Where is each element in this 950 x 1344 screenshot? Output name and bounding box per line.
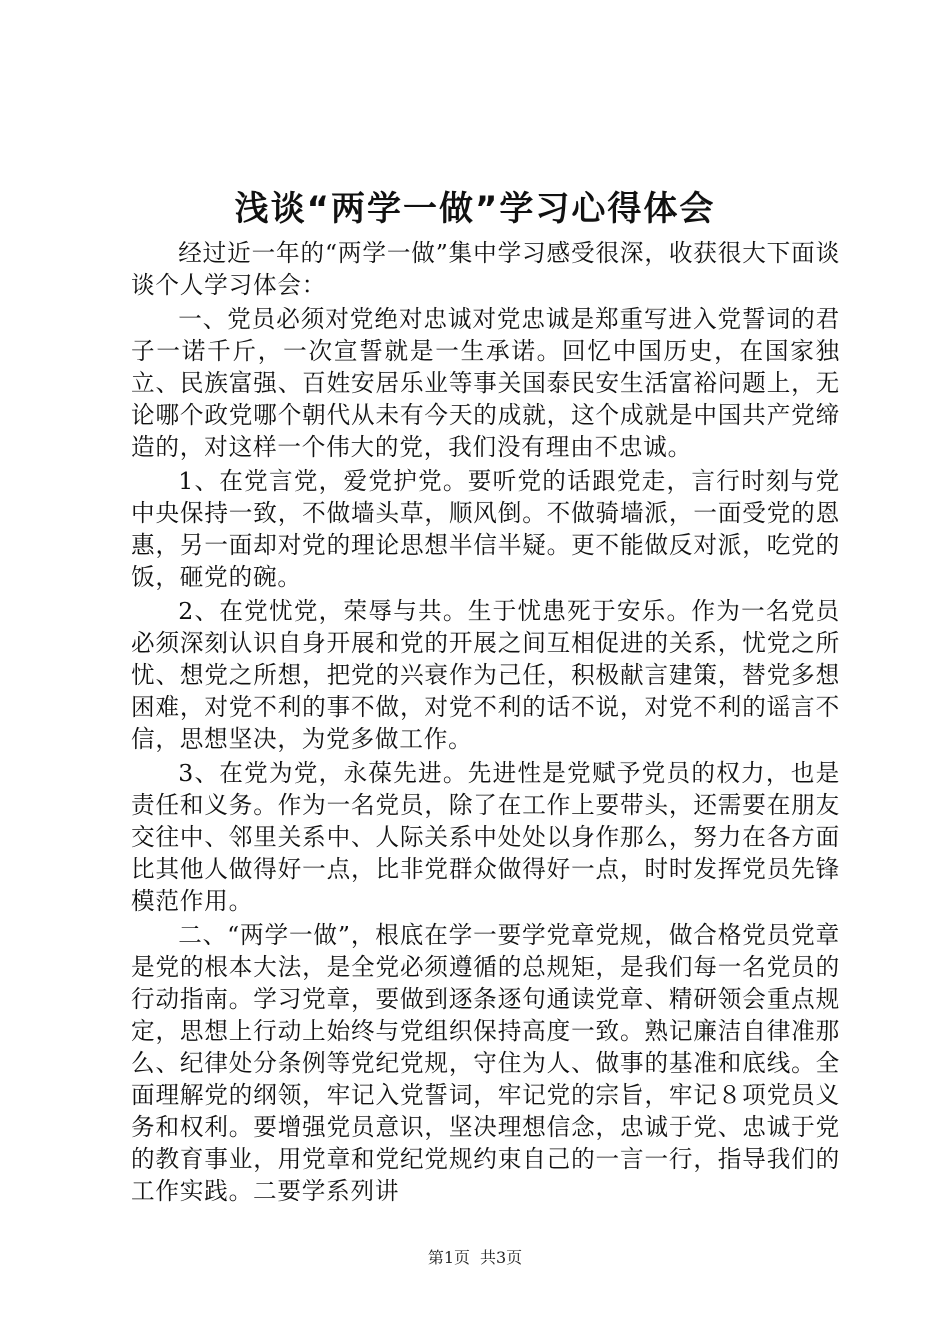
page-total: 共3页 bbox=[480, 1248, 523, 1267]
page-number: 第1页 bbox=[427, 1248, 470, 1267]
paragraph-section-2: 二、“两学一做”，根底在学一要学党章党规，做合格党员党章是党的根本大法，是全党必须遵循的总规矩，是我们每一名党员的行动指南。学习党章，要做到逐条逐句通读党章、精研领会重点规定，思想上行动上始终与党组织保持高度一致。熟记廉洁自律准那么、纪律处分条例等党纪党规，守住为人、做事的基准和底线。全面理解党的纲领，牢记入党誓词，牢记党的宗旨，牢记８项党员义务和权利。要增强党员意识，坚决理想信念，忠诚于党、忠诚于党的教育事业，用党章和党纪党规约束自己的一言一行，指导我们的工作实践。二要学系列讲 bbox=[131, 921, 840, 1205]
document-title: 浅谈“两学一做”学习心得体会 bbox=[234, 189, 716, 229]
paragraph-section-1: 一、党员必须对党绝对忠诚对党忠诚是郑重写进入党誓词的君子一诺千斤，一次宣誓就是一生承诺。回忆中国历史，在国家独立、民族富强、百姓安居乐业等事关国泰民安生活富裕问题上，无论哪个政党哪个朝代从未有今天的成就，这个成就是中国共产党缔造的，对这样一个伟大的党，我们没有理由不忠诚。 bbox=[131, 305, 840, 461]
paragraph-intro: 经过近一年的“两学一做”集中学习感受很深，收获很大下面谈谈个人学习体会： bbox=[131, 239, 840, 299]
paragraph-point-2: 2、在党忧党，荣辱与共。生于忧患死于安乐。作为一名党员必须深刻认识自身开展和党的开展之间互相促进的关系，忧党之所忧、想党之所想，把党的兴衰作为己任，积极献言建策，替党多想困难，对党不利的事不做，对党不利的话不说，对党不利的谣言不信，思想坚决，为党多做工作。 bbox=[131, 597, 840, 753]
paragraph-point-1: 1、在党言党，爱党护党。要听党的话跟党走，言行时刻与党中央保持一致，不做墙头草，顺风倒。不做骑墙派，一面受党的恩惠，另一面却对党的理论思想半信半疑。更不能做反对派，吃党的饭，砸党的碗。 bbox=[131, 467, 840, 591]
page-footer bbox=[0, 1247, 950, 1269]
paragraph-point-3: 3、在党为党，永葆先进。先进性是党赋予党员的权力，也是责任和义务。作为一名党员，除了在工作上要带头，还需要在朋友交往中、邻里关系中、人际关系中处处以身作那么，努力在各方面比其他人做得好一点，比非党群众做得好一点，时时发挥党员先锋模范作用。 bbox=[131, 759, 840, 915]
document-body bbox=[131, 237, 840, 1209]
